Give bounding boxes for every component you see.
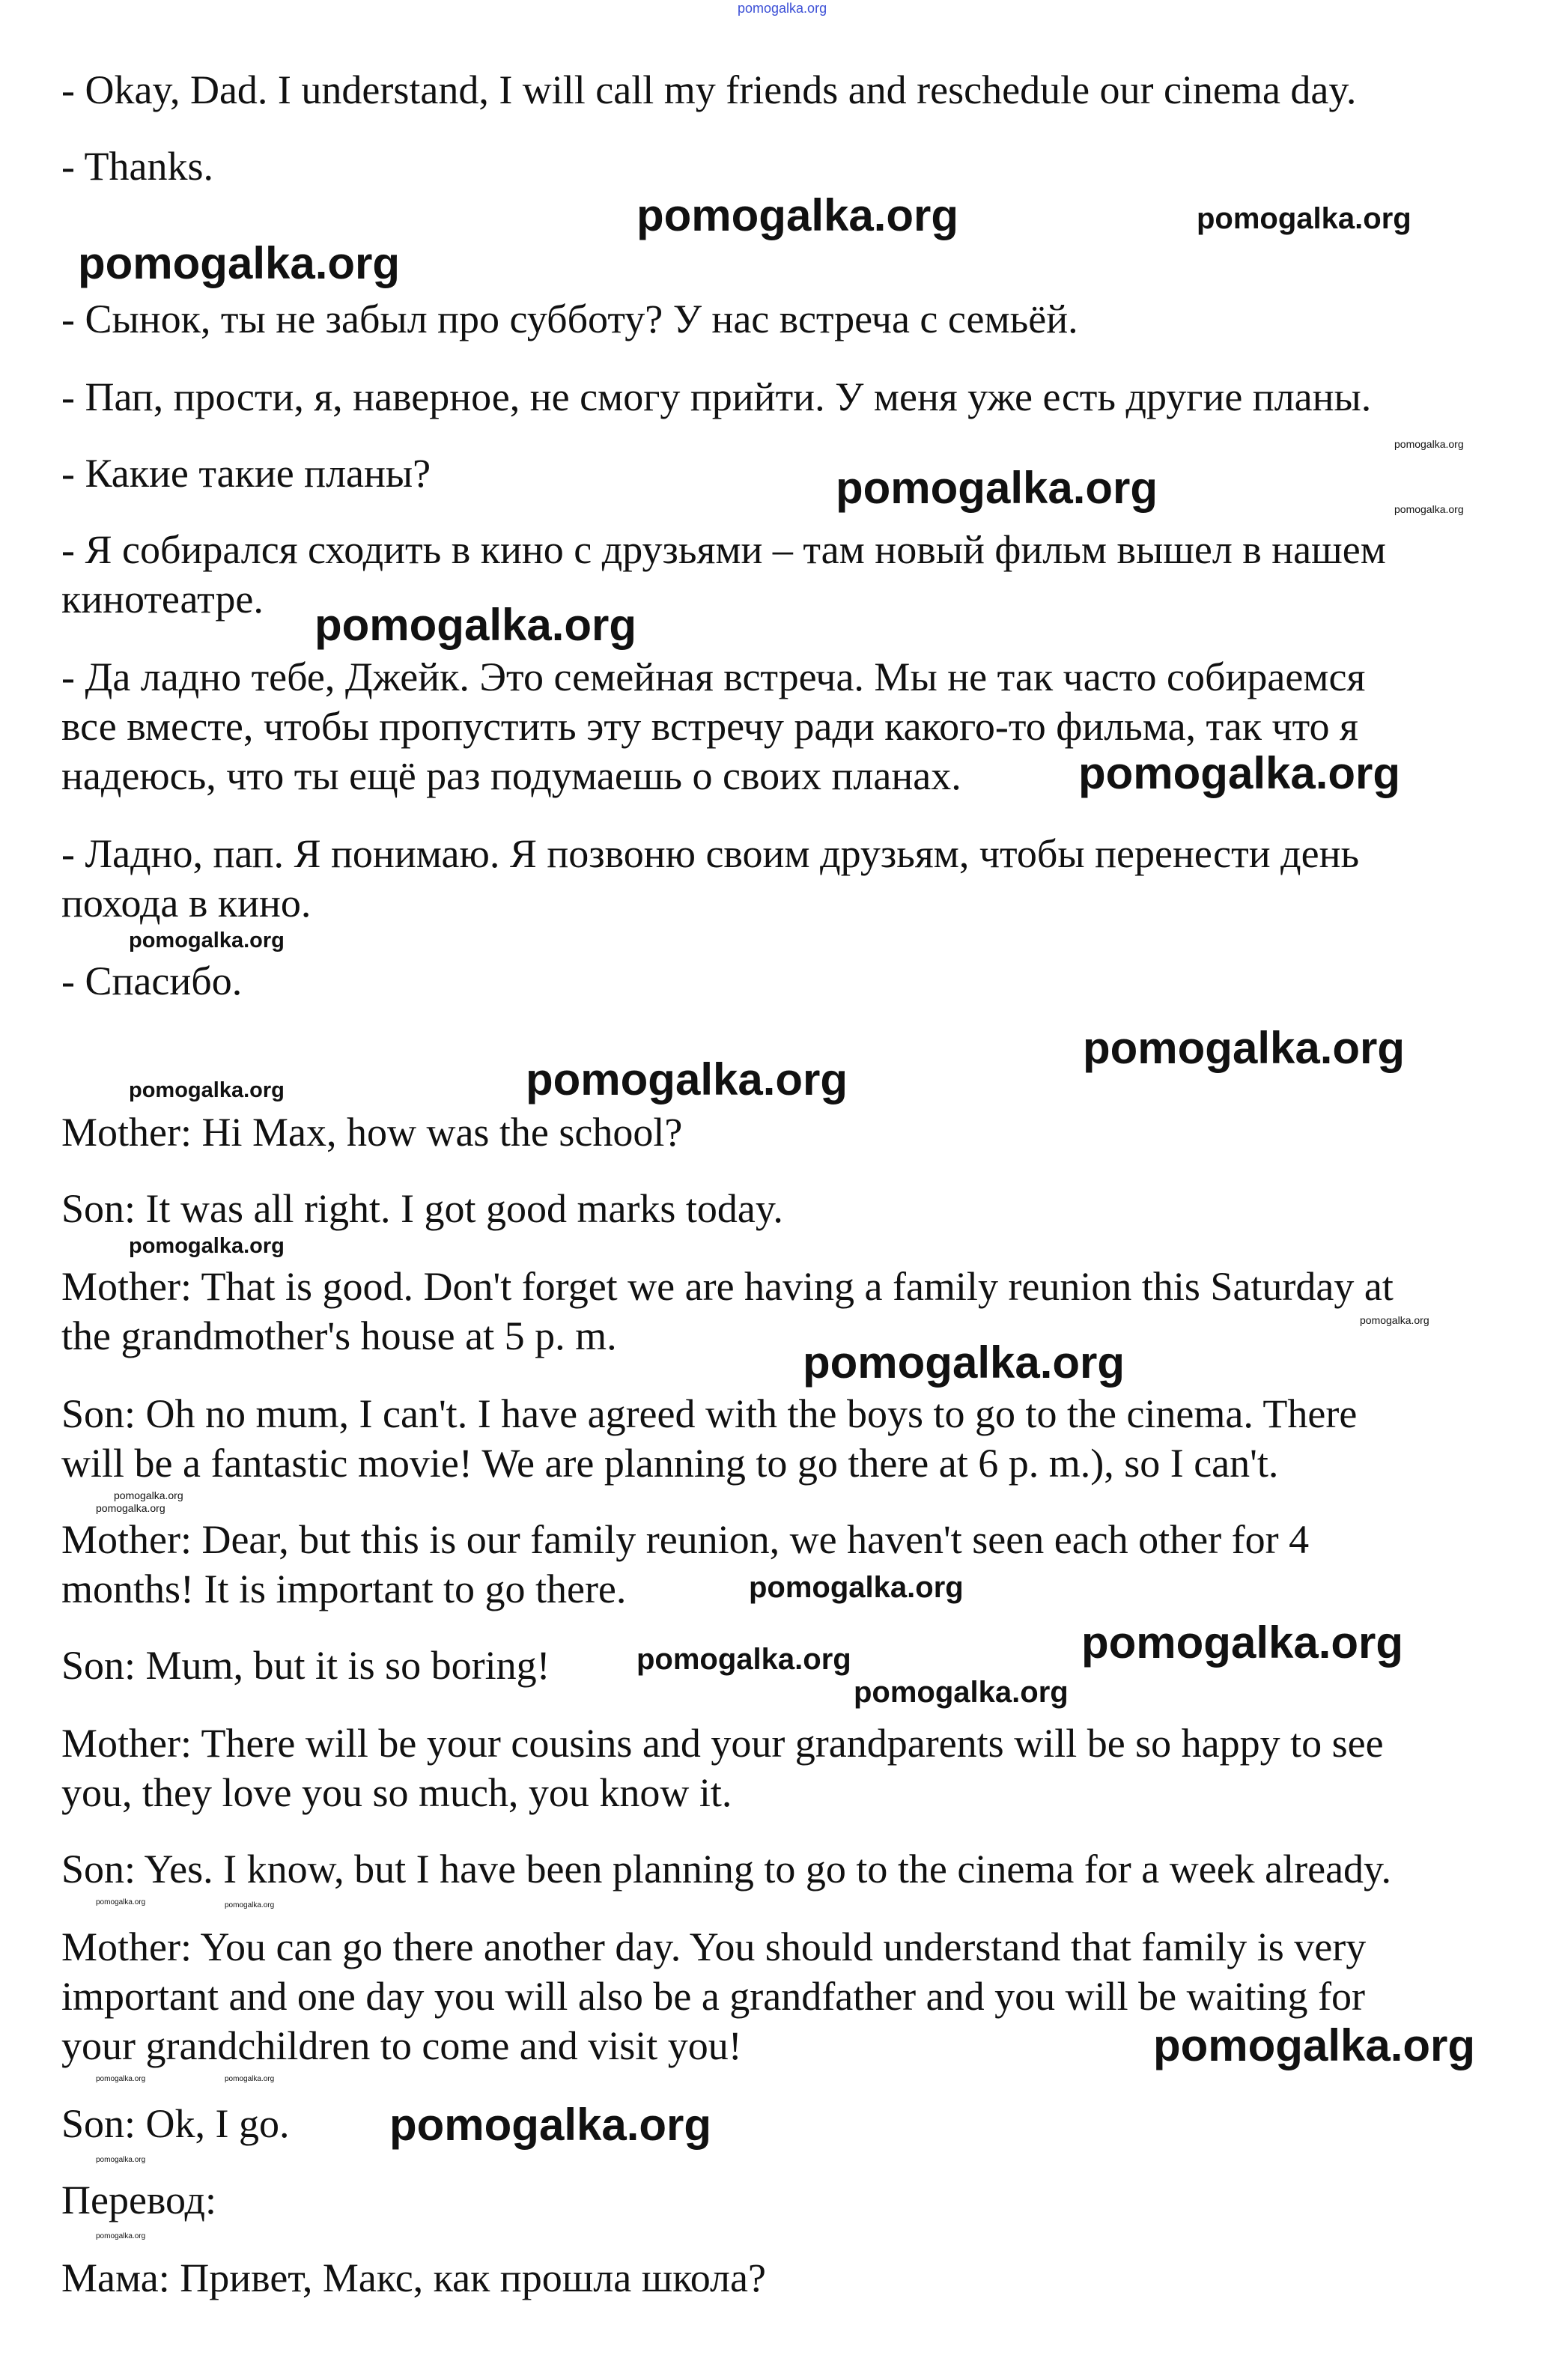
paragraph (61, 1844, 1391, 1894)
watermark: pomogalka.org (1394, 438, 1464, 450)
watermark: pomogalka.org (636, 190, 959, 240)
paragraph (61, 2175, 216, 2225)
paragraph (61, 1515, 1309, 1614)
text-line: кинотеатре. (61, 577, 264, 622)
text-line: - Да ладно тебе, Джейк. Это семейная встреча. Мы не так часто собираемся (61, 654, 1366, 699)
watermark: pomogalka.org (96, 1898, 146, 1906)
watermark: pomogalka.org (1360, 1314, 1429, 1326)
watermark: pomogalka.org (836, 463, 1158, 513)
watermark: pomogalka.org (1394, 503, 1464, 515)
watermark: pomogalka.org (314, 600, 637, 650)
text-line: Mother: Hi Max, how was the school? (61, 1110, 683, 1155)
text-line: Son: Mum, but it is so boring! (61, 1643, 550, 1688)
paragraph (61, 1262, 1394, 1361)
text-line: months! It is important to go there. (61, 1567, 627, 1611)
paragraph (61, 372, 1371, 422)
text-line: Son: It was all right. I got good marks today. (61, 1186, 783, 1231)
watermark: pomogalka.org (96, 1502, 165, 1514)
paragraph (61, 294, 1078, 344)
text-line: Mother: There will be your cousins and your grandparents will be so happy to see (61, 1721, 1384, 1766)
paragraph (61, 1389, 1357, 1488)
text-line: - Thanks. (61, 144, 213, 189)
text-line: Mother: Dear, but this is our family reunion, we haven't seen each other for 4 (61, 1517, 1310, 1562)
watermark: pomogalka.org (749, 1571, 964, 1604)
paragraph (61, 142, 213, 191)
paragraph (61, 449, 431, 498)
text-line: Son: Ok, I go. (61, 2101, 290, 2146)
watermark: pomogalka.org (738, 1, 827, 16)
watermark: pomogalka.org (96, 2156, 146, 2164)
text-line: похода в кино. (61, 881, 312, 926)
watermark: pomogalka.org (1153, 2020, 1476, 2070)
paragraph (61, 1641, 550, 1690)
text-line: Перевод: (61, 2178, 216, 2222)
watermark: pomogalka.org (1081, 1617, 1404, 1668)
paragraph (61, 956, 242, 1006)
watermark: pomogalka.org (803, 1337, 1125, 1388)
paragraph (61, 525, 1386, 624)
paragraph (61, 2253, 766, 2303)
watermark: pomogalka.org (1078, 748, 1401, 798)
text-line: the grandmother's house at 5 p. m. (61, 1313, 617, 1358)
paragraph (61, 1719, 1384, 1817)
watermark: pomogalka.org (389, 2100, 712, 2150)
text-line: your grandchildren to come and visit you! (61, 2023, 742, 2068)
watermark: pomogalka.org (96, 2075, 146, 2083)
paragraph (61, 65, 1356, 115)
text-line: - Okay, Dad. I understand, I will call my friends and reschedule our cinema day. (61, 67, 1357, 112)
watermark: pomogalka.org (129, 929, 285, 952)
paragraph (61, 1107, 682, 1157)
watermark: pomogalka.org (1083, 1023, 1406, 1073)
text-line: Мама: Привет, Макс, как прошла школа? (61, 2255, 766, 2300)
paragraph (61, 2099, 290, 2148)
watermark: pomogalka.org (526, 1054, 848, 1104)
watermark: pomogalka.org (129, 1078, 285, 1102)
text-line: - Какие такие планы? (61, 451, 431, 496)
text-line: Mother: You can go there another day. You should understand that family is very (61, 1924, 1367, 1969)
watermark: pomogalka.org (96, 2232, 146, 2240)
text-line: - Я собирался сходить в кино с друзьями – там новый фильм вышел в нашем (61, 527, 1386, 572)
paragraph (61, 1184, 783, 1233)
text-line: important and one day you will also be a grandfather and you will be waiting for (61, 1974, 1366, 2019)
watermark: pomogalka.org (225, 2075, 275, 2083)
watermark: pomogalka.org (854, 1676, 1069, 1709)
text-line: - Ладно, пап. Я понимаю. Я позвоню своим друзьям, чтобы перенести день (61, 831, 1360, 876)
text-line: Son: Yes. I know, but I have been planning to go to the cinema for a week already. (61, 1847, 1392, 1891)
text-line: надеюсь, что ты ещё раз подумаешь о своих планах. (61, 753, 961, 798)
watermark: pomogalka.org (114, 1489, 183, 1501)
text-line: Son: Oh no mum, I can't. I have agreed with the boys to go to the cinema. There (61, 1391, 1358, 1436)
watermark: pomogalka.org (78, 238, 401, 288)
text-line: - Пап, прости, я, наверное, не смогу прийти. У меня уже есть другие планы. (61, 374, 1372, 419)
text-line: - Сынок, ты не забыл про субботу? У нас встреча с семьёй. (61, 297, 1078, 341)
watermark: pomogalka.org (225, 1901, 275, 1909)
watermark: pomogalka.org (636, 1643, 851, 1676)
paragraph (61, 829, 1359, 928)
watermark: pomogalka.org (1197, 202, 1411, 235)
text-line: you, they love you so much, you know it. (61, 1770, 732, 1815)
watermark: pomogalka.org (129, 1234, 285, 1258)
text-line: will be a fantastic movie! We are planning to go there at 6 p. m.), so I can't. (61, 1441, 1279, 1486)
text-line: - Спасибо. (61, 958, 243, 1003)
text-line: все вместе, чтобы пропустить эту встречу ради какого-то фильма, так что я (61, 704, 1358, 749)
text-line: Mother: That is good. Don't forget we are having a family reunion this Saturday at (61, 1264, 1394, 1309)
